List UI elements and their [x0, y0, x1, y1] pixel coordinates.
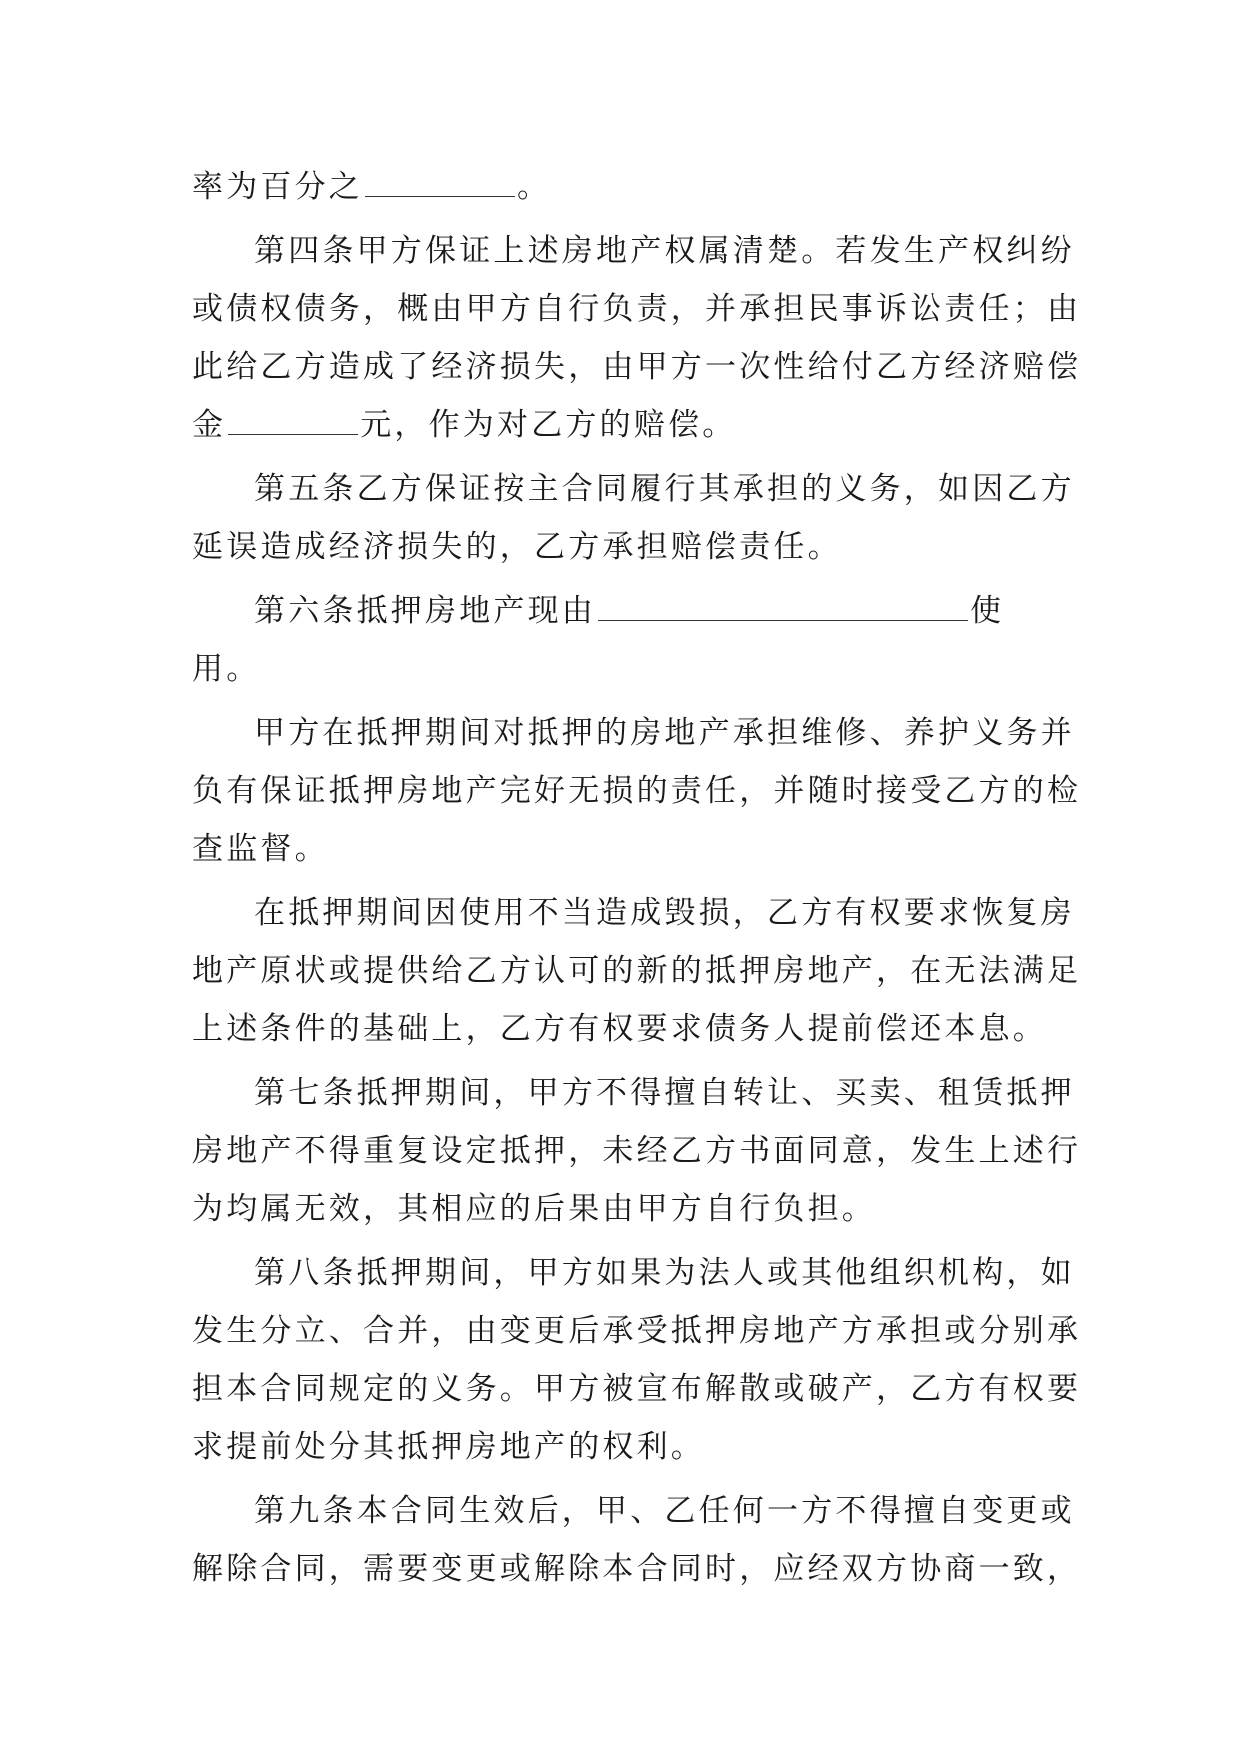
paragraph-p1 — [192, 222, 1082, 454]
line-text-after: 使 — [970, 593, 1005, 629]
text-line — [192, 1180, 1072, 1238]
line-text: 在抵押期间因使用不当造成毁损，乙方有权要求恢复房 — [254, 895, 1075, 931]
fill-in-blank[interactable] — [365, 172, 515, 197]
line-text-before: 率为百分之 — [192, 169, 363, 205]
text-line — [192, 640, 1072, 698]
line-text: 求提前处分其抵押房地产的权利。 — [192, 1429, 705, 1465]
line-text: 上述条件的基础上，乙方有权要求债务人提前偿还本息。 — [192, 1011, 1047, 1047]
paragraph-p5 — [192, 884, 1082, 1058]
text-line — [192, 222, 1075, 280]
paragraph-p6 — [192, 1064, 1082, 1238]
line-text: 延误造成经济损失的，乙方承担赔偿责任。 — [192, 529, 842, 565]
line-text: 此给乙方造成了经济损失，由甲方一次性给付乙方经济赔偿 — [192, 349, 1082, 385]
text-line — [192, 1540, 1082, 1598]
text-line — [192, 1302, 1082, 1360]
paragraph-p8 — [192, 1482, 1082, 1598]
line-text: 第九条本合同生效后，甲、乙任何一方不得擅自变更或 — [254, 1493, 1075, 1529]
line-text-after: 元，作为对乙方的赔偿。 — [360, 407, 737, 443]
text-line — [192, 942, 1082, 1000]
paragraph-p3 — [192, 582, 1072, 698]
line-text: 发生分立、合并，由变更后承受抵押房地产方承担或分别承 — [192, 1313, 1082, 1349]
text-line — [192, 1482, 1075, 1540]
line-text: 或债权债务，概由甲方自行负责，并承担民事诉讼责任；由 — [192, 291, 1082, 327]
text-line — [192, 1360, 1082, 1418]
text-line — [192, 884, 1075, 942]
text-line — [192, 1244, 1075, 1302]
line-text: 担本合同规定的义务。甲方被宣布解散或破产，乙方有权要 — [192, 1371, 1082, 1407]
text-line — [192, 338, 1082, 396]
paragraph-p7 — [192, 1244, 1082, 1476]
line-text: 解除合同，需要变更或解除本合同时，应经双方协商一致， — [192, 1551, 1082, 1587]
line-text: 第五条乙方保证按主合同履行其承担的义务，如因乙方 — [254, 471, 1075, 507]
line-text-before: 金 — [192, 407, 227, 443]
line-text: 第七条抵押期间，甲方不得擅自转让、买卖、租赁抵押 — [254, 1075, 1075, 1111]
contract-body — [192, 158, 1082, 1598]
line-text: 甲方在抵押期间对抵押的房地产承担维修、养护义务并 — [254, 715, 1075, 751]
text-line — [192, 582, 1072, 640]
text-line — [192, 280, 1082, 338]
text-line — [192, 518, 1072, 576]
paragraph-p4 — [192, 704, 1082, 878]
text-line — [192, 704, 1075, 762]
text-line — [192, 396, 1072, 454]
line-text: 负有保证抵押房地产完好无损的责任，并随时接受乙方的检 — [192, 773, 1082, 809]
line-text-after: 。 — [517, 169, 552, 205]
paragraph-p2 — [192, 460, 1075, 576]
line-text: 第八条抵押期间，甲方如果为法人或其他组织机构，如 — [254, 1255, 1075, 1291]
line-text-before: 第六条抵押房地产现由 — [254, 593, 596, 629]
text-line — [192, 460, 1075, 518]
text-line — [192, 158, 1072, 216]
text-line — [192, 1064, 1075, 1122]
line-text: 房地产不得重复设定抵押，未经乙方书面同意，发生上述行 — [192, 1133, 1082, 1169]
text-line — [192, 1418, 1072, 1476]
text-line — [192, 762, 1082, 820]
text-line — [192, 1122, 1082, 1180]
paragraph-p0 — [192, 158, 1072, 216]
line-text: 地产原状或提供给乙方认可的新的抵押房地产，在无法满足 — [192, 953, 1082, 989]
line-text: 用。 — [192, 651, 261, 687]
line-text: 查监督。 — [192, 831, 329, 867]
fill-in-blank[interactable] — [228, 410, 358, 435]
text-line — [192, 820, 1072, 878]
text-line — [192, 1000, 1072, 1058]
fill-in-blank[interactable] — [598, 596, 968, 621]
line-text: 为均属无效，其相应的后果由甲方自行负担。 — [192, 1191, 876, 1227]
line-text: 第四条甲方保证上述房地产权属清楚。若发生产权纠纷 — [254, 233, 1075, 269]
